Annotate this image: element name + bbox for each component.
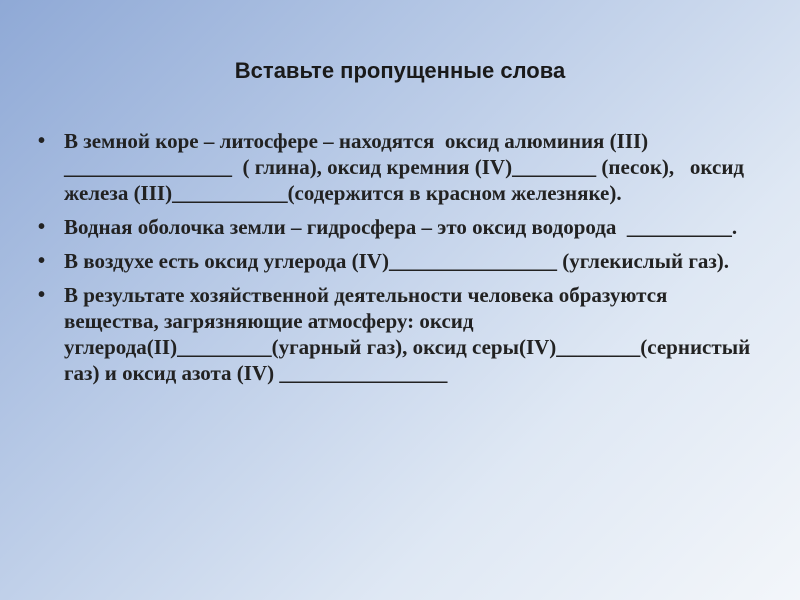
bullet-item [36, 214, 766, 240]
bullet-icon: • [38, 130, 46, 152]
bullet-text: В результате хозяйственной деятельности человека образуются вещества, загрязняющие атмосферу: оксид углерода(II)_________(угарный газ), оксид серы(IV)________(сернистый газ) и оксид азота (IV) ________________ [64, 283, 756, 385]
bullet-item [36, 282, 766, 386]
bullet-icon: • [38, 216, 46, 238]
bullet-text: В воздухе есть оксид углерода (IV)________________ (углекислый газ). [64, 249, 730, 273]
bullet-icon: • [38, 284, 46, 306]
slide-title: Вставьте пропущенные слова [234, 58, 566, 83]
bullet-item [36, 128, 766, 206]
bullet-item [36, 248, 766, 274]
bullet-list [36, 128, 766, 394]
bullet-text: В земной коре – литосфере – находятся оксид алюминия (III) ________________ ( глина), оксид кремния (IV)________ (песок), оксид железа (III)___________(содержится в красном железняке). [64, 129, 750, 205]
bullet-text: Водная оболочка земли – гидросфера – это оксид водорода __________. [64, 215, 738, 239]
bullet-icon: • [38, 250, 46, 272]
